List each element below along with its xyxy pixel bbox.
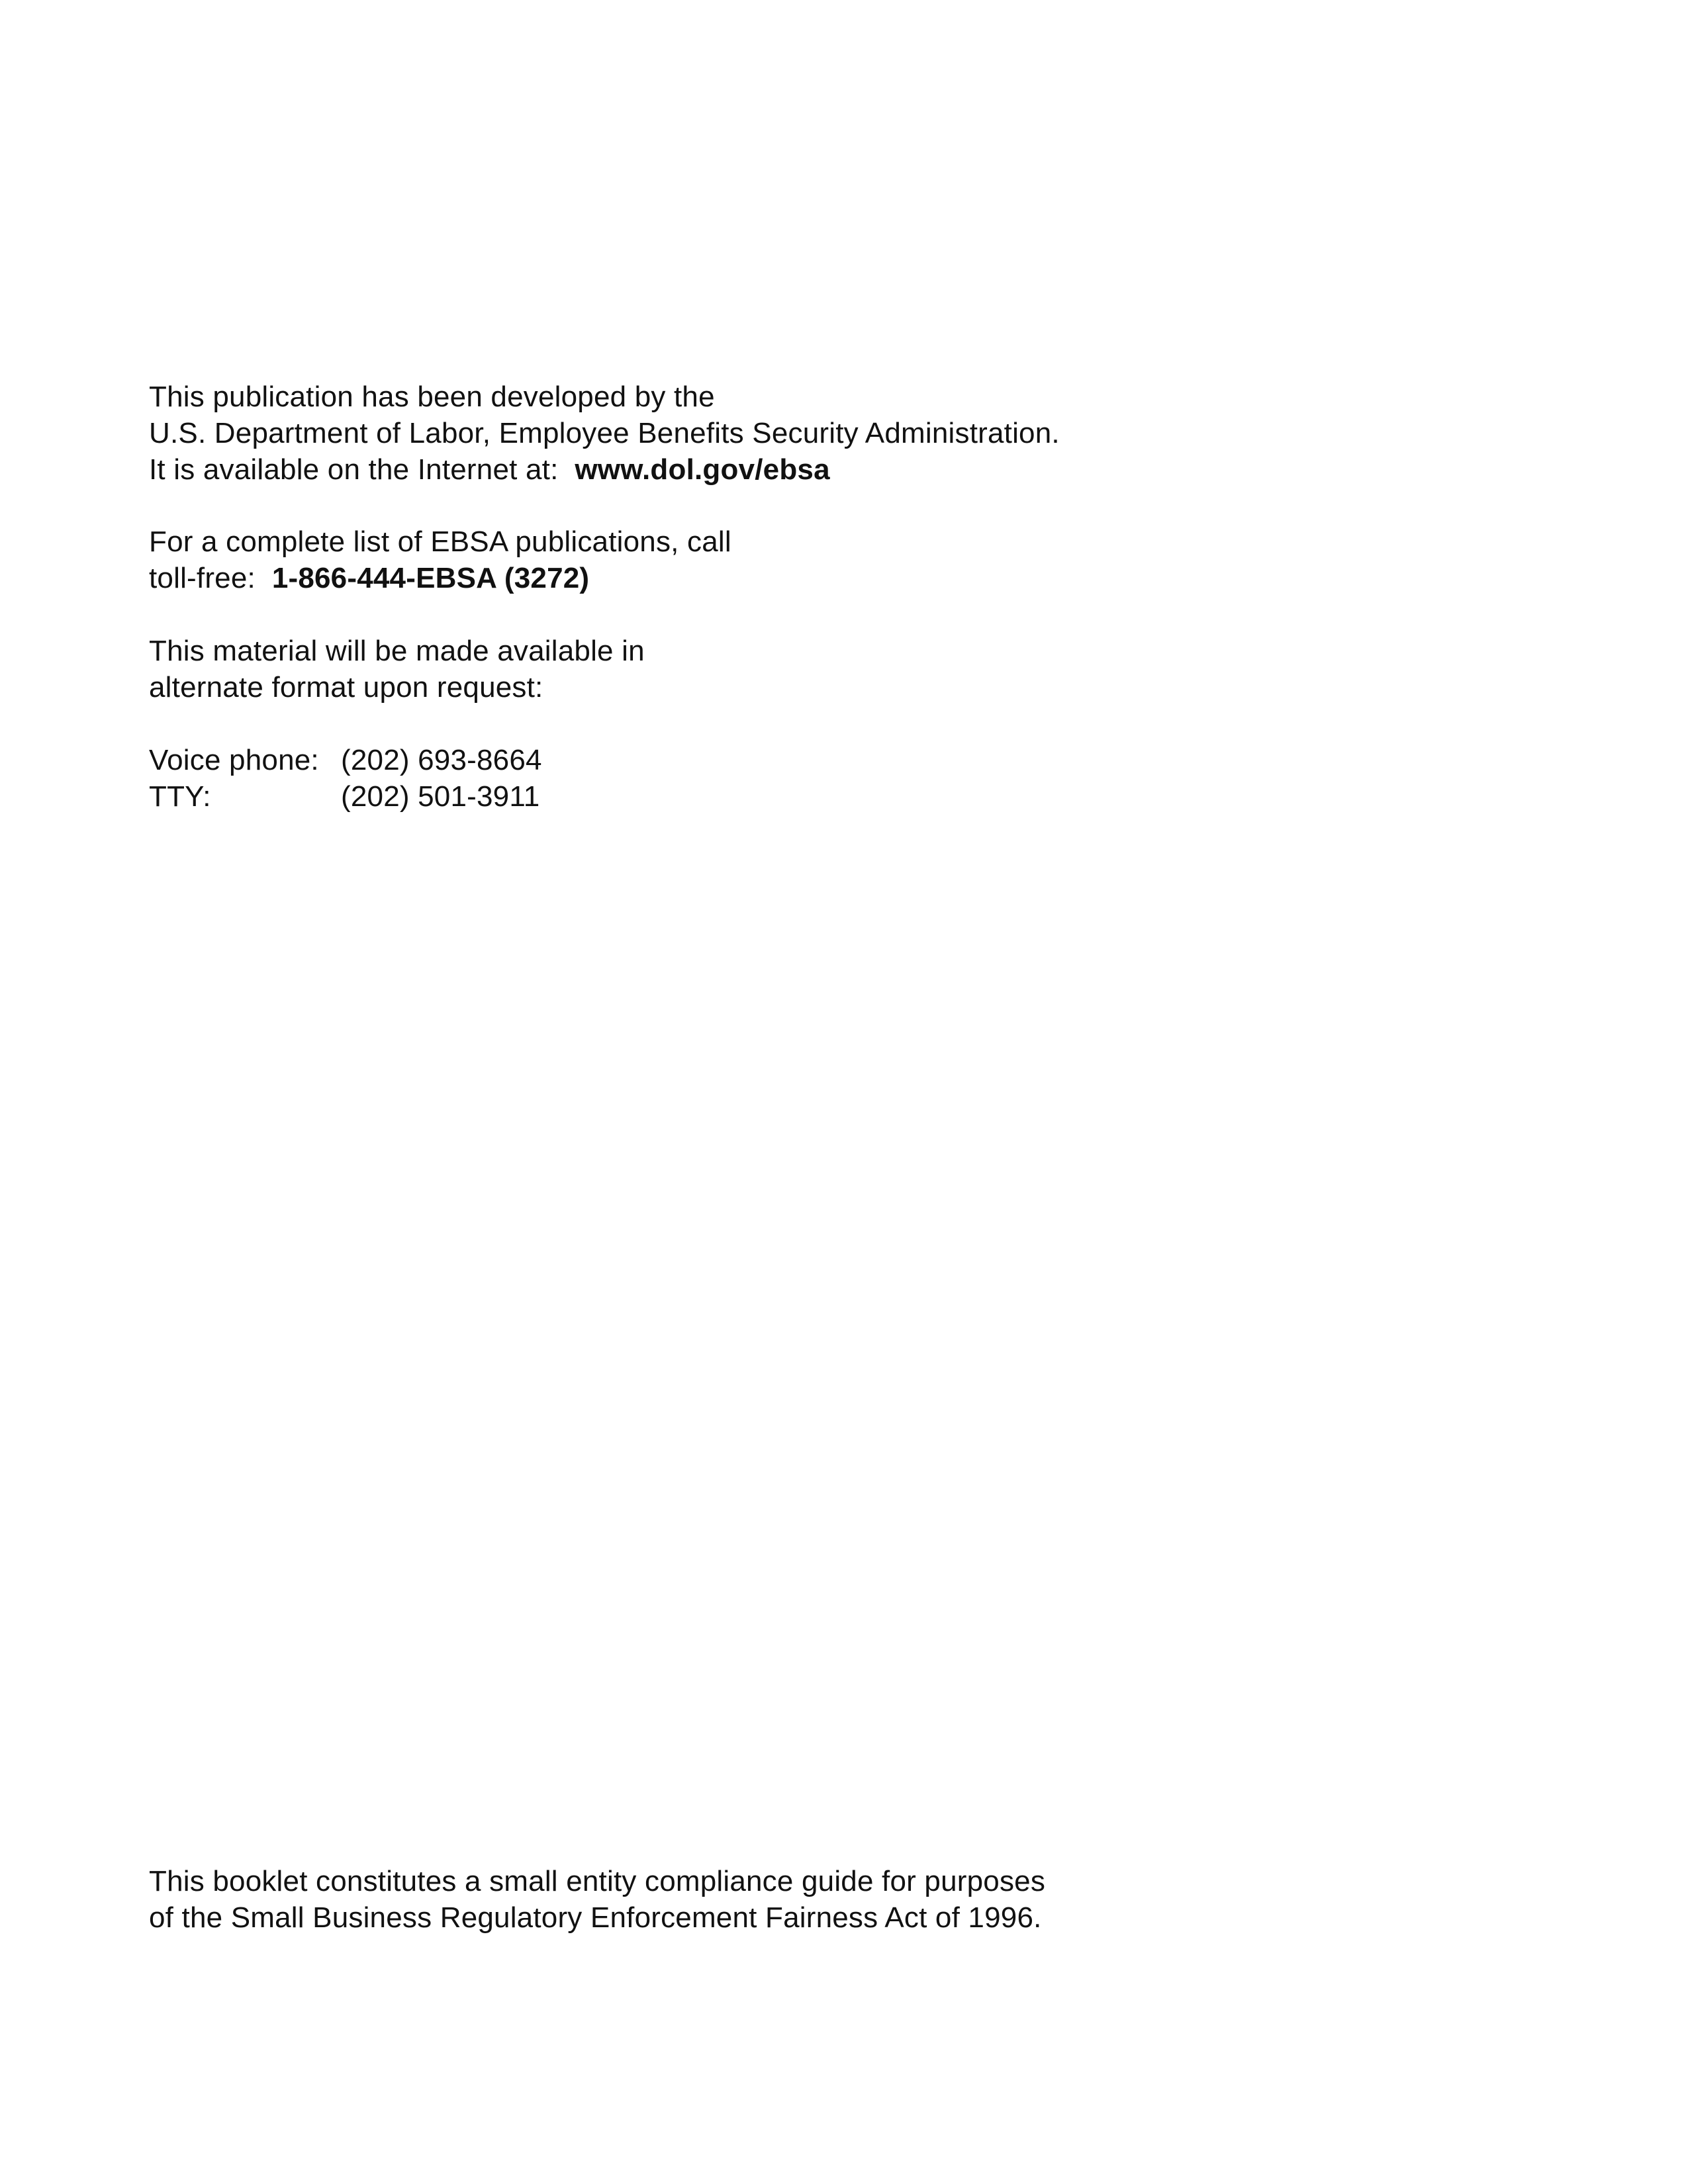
publications-list-line-2: [149, 560, 731, 596]
website-link[interactable]: www.dol.gov/ebsa: [575, 453, 830, 486]
publications-list-line-1: For a complete list of EBSA publications, call: [149, 525, 731, 558]
internet-prefix: It is available on the Internet at:: [149, 453, 559, 486]
publications-list-info: [149, 523, 731, 596]
publication-line-1: This publication has been developed by the: [149, 381, 715, 413]
toll-free-number: 1-866-444-EBSA (3272): [271, 562, 590, 594]
voice-phone-label: Voice phone:: [149, 744, 319, 776]
voice-phone-number: (202) 693-8664: [341, 744, 542, 776]
contact-row-voice: [149, 742, 542, 778]
footer-line-1: This booklet constitutes a small entity compliance guide for purposes: [149, 1865, 1046, 1897]
publication-info: [149, 379, 1060, 488]
publication-line-2: U.S. Department of Labor, Employee Benefits Security Administration.: [149, 417, 1060, 449]
alternate-format-line-1: This material will be made available in: [149, 635, 645, 667]
tty-label: TTY:: [149, 780, 211, 813]
alternate-format-info: [149, 633, 645, 705]
toll-free-prefix: toll-free:: [149, 562, 256, 594]
compliance-footer: [149, 1863, 1045, 1936]
footer-line-2: of the Small Business Regulatory Enforcement Fairness Act of 1996.: [149, 1901, 1042, 1934]
publication-line-3: [149, 451, 1060, 488]
tty-number: (202) 501-3911: [341, 780, 540, 813]
alternate-format-line-2: alternate format upon request:: [149, 671, 543, 704]
contact-numbers: [149, 742, 542, 815]
contact-row-tty: [149, 778, 542, 815]
